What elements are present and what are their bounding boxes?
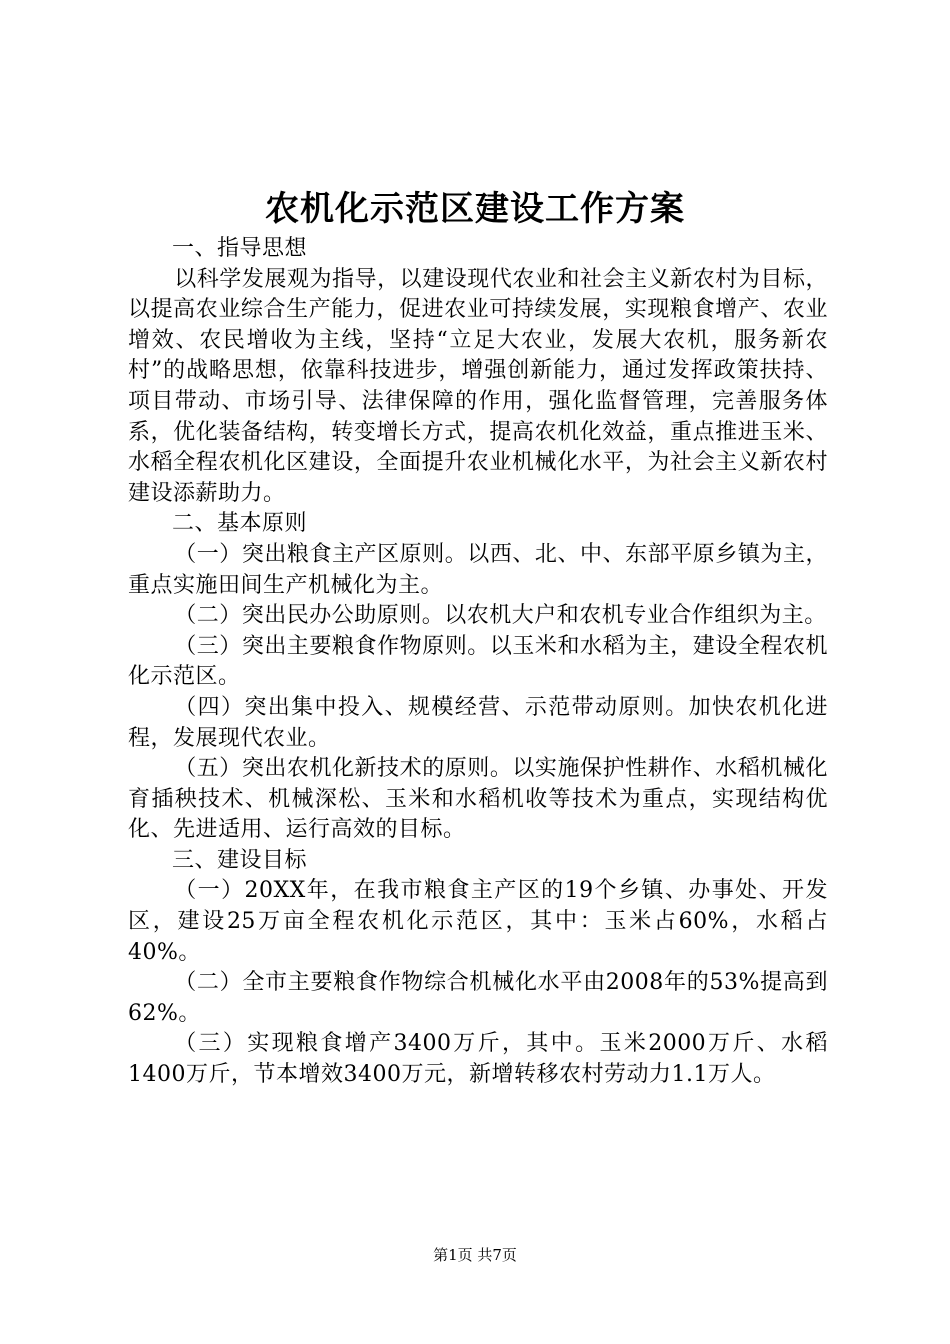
paragraph-principle-5: （五）突出农机化新技术的原则。以实施保护性耕作、水稻机械化育插秧技术、机械深松、玉米和水稻机收等技术为重点，实现结构优化、先进适用、运行高效的目标。 [128, 756, 828, 843]
section-heading-basic-principles: 二、基本原则 [172, 511, 308, 537]
paragraph-principle-4: （四）突出集中投入、规模经营、示范带动原则。加快农机化进程，发展现代农业。 [128, 694, 828, 751]
document-title: 农机化示范区建设工作方案 [265, 189, 685, 229]
section-heading-guiding-ideology: 一、指导思想 [172, 236, 308, 261]
page-number-footer: 第1页 共7页 [433, 1246, 517, 1264]
paragraph-principle-3: （三）突出主要粮食作物原则。以玉米和水稻为主，建设全程农机化示范区。 [128, 633, 828, 690]
paragraph-goal-1: （一）20XX年，在我市粮食主产区的19个乡镇、办事处、开发区，建设25万亩全程农机化示范区，其中：玉米占60%，水稻占40%。 [128, 878, 828, 965]
paragraph-goal-2: （二）全市主要粮食作物综合机械化水平由2008年的53%提高到62%。 [128, 970, 828, 1026]
paragraph-principle-1: （一）突出粮食主产区原则。以西、北、中、东部平原乡镇为主，重点实施田间生产机械化为主。 [128, 541, 828, 598]
paragraph-goal-3: （三）实现粮食增产3400万斤，其中。玉米2000万斤、水稻1400万斤，节本增效3400万元，新增转移农村劳动力1.1万人。 [128, 1031, 828, 1088]
document-body [128, 234, 828, 1091]
section-heading-construction-goals: 三、建设目标 [172, 847, 308, 873]
paragraph-guiding-ideology: 以科学发展观为指导，以建设现代农业和社会主义新农村为目标，以提高农业综合生产能力，促进农业可持续发展，实现粮食增产、农业增效、农民增收为主线，坚持“立足大农业，发展大农机，服务新农村”的战略思想，依靠科技进步，增强创新能力，通过发挥政策扶持、项目带动、市场引导、法律保障的作用，强化监督管理，完善服务体系，优化装备结构，转变增长方式，提高农机化效益，重点推进玉米、水稻全程农机化区建设，全面提升农业机械化水平，为社会主义新农村建设添薪助力。 [128, 266, 828, 506]
paragraph-principle-2: （二）突出民办公助原则。以农机大户和农机专业合作组织为主。 [174, 603, 827, 629]
